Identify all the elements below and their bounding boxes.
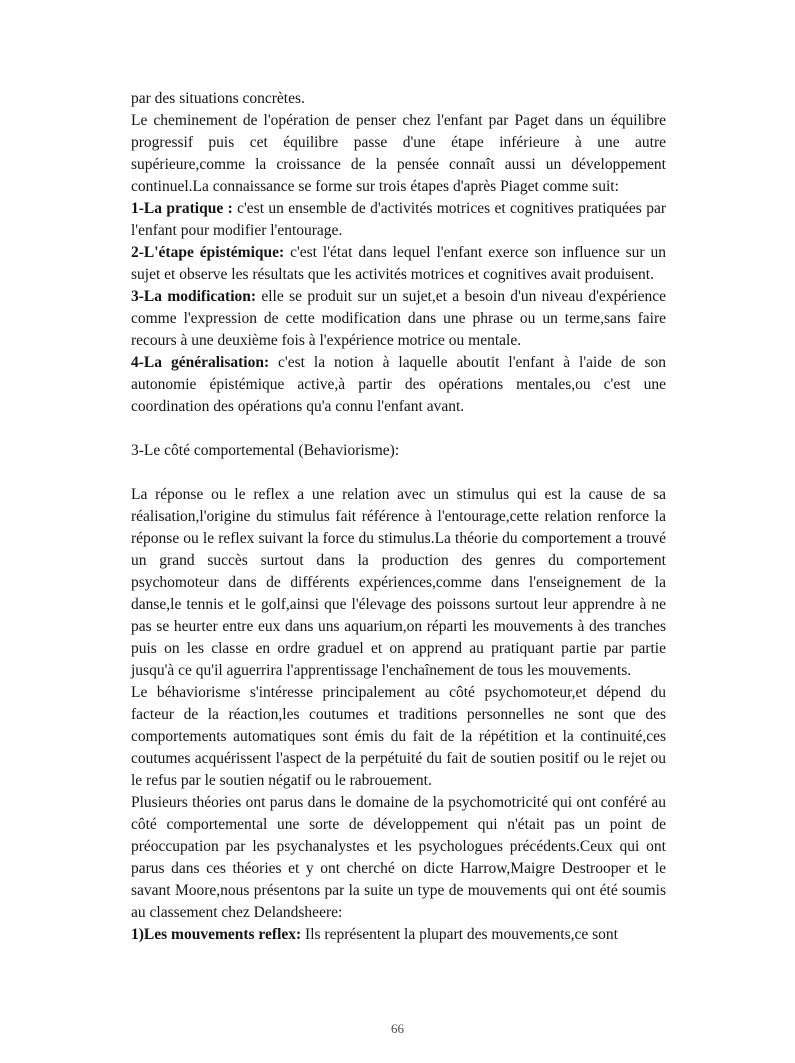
paragraph — [131, 682, 666, 792]
paragraph-text: elle se produit sur un sujet,et a besoin d'un niveau d'expérience comme l'expression de cette modification dans une phrase ou un terme,sans faire recours à une deuxième fois à l'expérience motrice ou mentale. — [131, 288, 667, 349]
paragraph — [131, 352, 666, 418]
paragraph-lead: 4-La généralisation: — [131, 354, 270, 371]
paragraph-lead: 2-L'étape épistémique: — [131, 244, 285, 261]
paragraph — [131, 242, 666, 286]
paragraph — [131, 198, 666, 242]
paragraph — [131, 924, 666, 946]
paragraph-text: c'est un ensemble de d'activités motrices et cognitives pratiquées par l'enfant pour modifier l'entourage. — [131, 200, 666, 239]
section-heading — [131, 440, 666, 462]
paragraph-text: Le béhaviorisme s'intéresse principalement au côté psychomoteur,et dépend du facteur de la réaction,les coutumes et traditions personnelles ne sont que des comportements automatiques sont émis du fait de la répétition et la continuité,ces coutumes acquérissent l'aspect de la perpétuité du fait de soutien positif ou le rejet ou le refus par le soutien négatif ou le rabrouement. — [131, 684, 666, 789]
paragraph — [131, 484, 666, 682]
paragraph-text: c'est l'état dans lequel l'enfant exerce son influence sur un sujet et observe les résultats que les activités motrices et cognitives avait produisent. — [131, 244, 667, 283]
paragraph — [131, 88, 666, 110]
paragraph-text: 3-Le côté comportemental (Behaviorisme): — [131, 442, 400, 459]
paragraph-text: Plusieurs théories ont parus dans le domaine de la psychomotricité qui ont conféré au côté comportemental une sorte de développement qui n'était pas un point de préoccupation par les psychanalystes et les psychologues précédents.Ceux qui ont parus dans ces théories et y ont cherché on dicte Harrow,Maigre Destrooper et le savant Moore,nous présentons par la suite un type de mouvements qui ont été soumis au classement chez Delandsheere: — [131, 794, 666, 921]
paragraph — [131, 110, 666, 198]
paragraph-text: c'est la notion à laquelle aboutit l'enfant à l'aide de son autonomie épistémique active,à partir des opérations mentales,ou c'est une coordination des opérations qu'a connu l'enfant avant. — [131, 354, 666, 415]
paragraph — [131, 792, 666, 924]
paragraph-text: par des situations concrètes. — [131, 90, 305, 107]
page-number: 66 — [391, 1021, 404, 1036]
paragraph-lead: 1-La pratique : — [131, 200, 233, 217]
paragraph-text: Le cheminement de l'opération de penser chez l'enfant par Paget dans un équilibre progressif puis cet équilibre passe d'une étape inférieure à une autre supérieure,comme la croissance de la pensée connaît aussi un développement continuel.La connaissance se forme sur trois étapes d'après Piaget comme suit: — [131, 112, 666, 195]
paragraph — [131, 286, 666, 352]
paragraph-text: Ils représentent la plupart des mouvements,ce sont — [301, 926, 618, 943]
paragraph-text: La réponse ou le reflex a une relation avec un stimulus qui est la cause de sa réalisation,l'origine du stimulus fait référence à l'entourage,cette relation renforce la réponse ou le reflex suivant la force du stimulus.La théorie du comportement a trouvé un grand succès surtout dans la production des genres du comportement psychomoteur dans de différents expériences,comme dans l'enseignement de la danse,le tennis et le golf,ainsi que l'élevage des poissons surtout leur apprendre à ne pas se heurter entre eux dans uns aquarium,on réparti les mouvements à des tranches puis on les classe en ordre graduel et on apprend au pratiquant partie par partie jusqu'à ce qu'il aguerrira l'apprentissage l'enchaînement de tous les mouvements. — [131, 486, 666, 679]
document-body — [131, 88, 666, 946]
paragraph-lead: 1)Les mouvements reflex: — [131, 926, 302, 943]
paragraph-lead: 3-La modification: — [131, 288, 257, 305]
